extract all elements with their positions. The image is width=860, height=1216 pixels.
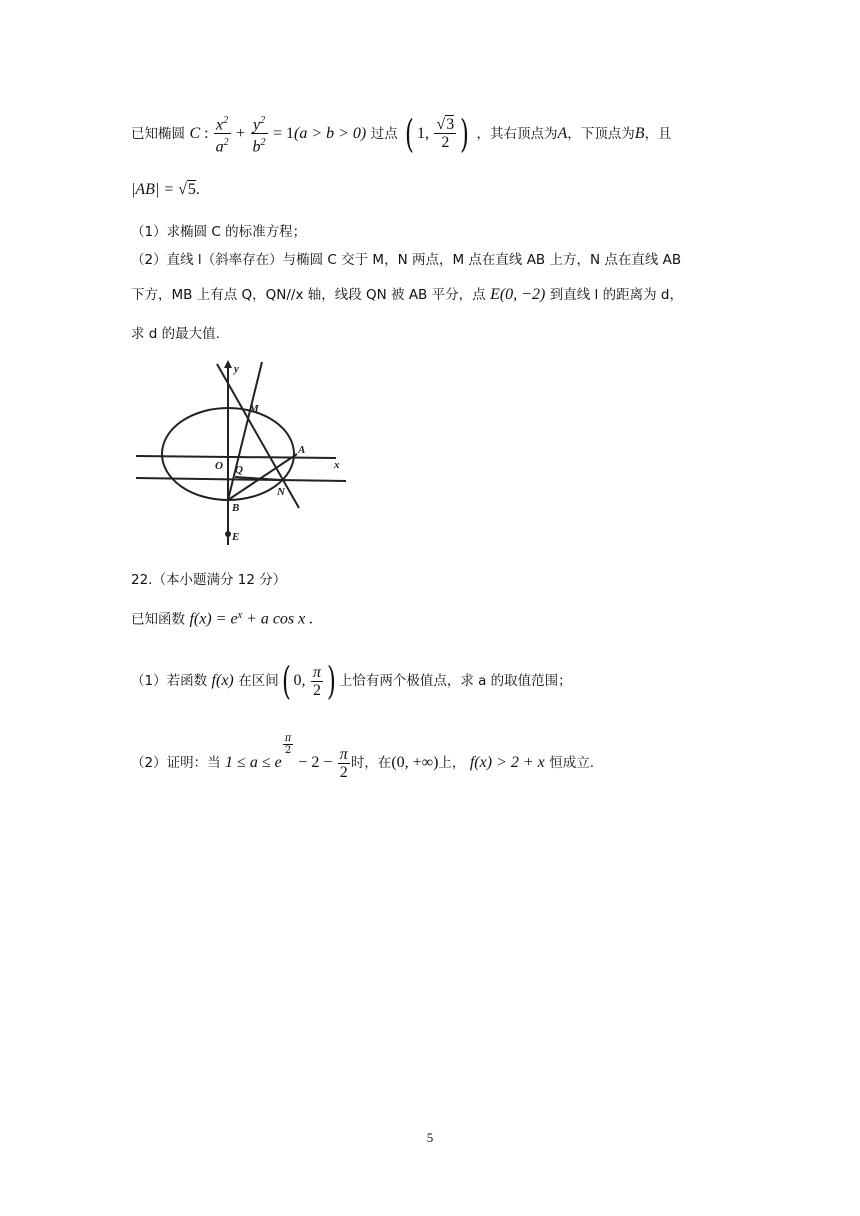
part1-prefix: （1）若函数 <box>131 673 208 689</box>
label-e: E <box>232 531 240 543</box>
ellipse-diagram <box>131 350 361 550</box>
label-b: B <box>232 502 240 514</box>
intro-text: 已知椭圆 <box>131 125 185 142</box>
problem22-part1: （1）若函数 f(x) 在区间( 0, $\frac{\pi}{2}$ ) 上恰有两个极值点，求 a 的取值范围； <box>131 659 572 703</box>
ab-value: 5 <box>187 181 196 198</box>
vertex-b: B <box>634 124 645 142</box>
interval-left: 0, <box>293 672 306 689</box>
part2-line2b: 到直线 l 的距离为 d， <box>549 287 683 303</box>
given-prefix: 已知函数 <box>131 611 185 628</box>
x-axis <box>136 456 336 458</box>
problem21-part2-line2 <box>131 285 683 305</box>
ab-end: . <box>195 181 200 198</box>
part2-end: 恒成立. <box>549 755 595 771</box>
label-o: O <box>215 460 223 472</box>
problem21-part1: （1）求椭圆 C 的标准方程； <box>131 224 307 240</box>
problem22-given <box>131 606 313 630</box>
point-e: E(0, −2) <box>490 286 546 303</box>
ab-equation: |AB| = <box>131 181 179 198</box>
domain-interval: (0, +∞) <box>391 754 439 771</box>
part2-mid: 时，在 <box>350 755 392 771</box>
problem21-part2-line1: （2）直线 l（斜率存在）与椭圆 C 交于 M，N 两点，M 点在直线 AB 上方，N 点在直线 AB <box>131 252 682 268</box>
problem22-part2 <box>131 733 594 781</box>
and-text: ，且 <box>644 125 672 142</box>
function-def: f(x) = e <box>189 610 238 628</box>
ellipse-figure <box>131 350 361 554</box>
line-through-b <box>136 478 346 481</box>
inequality-a: 1 ≤ a ≤ e <box>225 754 282 771</box>
passes-through-text: 过点 <box>370 125 398 142</box>
fraction-y2-b2: $\frac{y^2}{b^2}$ <box>251 112 268 156</box>
problem21-part2-line3: 求 d 的最大值. <box>131 326 220 342</box>
part1-suffix: 上恰有两个极值点，求 a 的取值范围； <box>338 673 572 689</box>
function-exponent: x <box>237 610 243 621</box>
fraction-x2-a2: $\frac{x^2}{a^2}$ <box>214 112 231 156</box>
part2-line2a: 下方，MB 上有点 Q，QN//x 轴，线段 QN 被 AB 平分，点 <box>131 287 486 303</box>
part2-on: 上， <box>438 755 466 771</box>
label-n: N <box>277 486 285 498</box>
part1-fx: f(x) <box>211 672 234 689</box>
function-rest: + a cos x . <box>242 610 314 628</box>
point-y-den: 2 <box>441 134 450 152</box>
point-x: 1, <box>416 124 429 142</box>
sqrt3-value: 3 <box>446 116 455 134</box>
part1-mid: 在区间 <box>238 673 279 689</box>
point-e-dot <box>225 531 231 537</box>
problem22-heading: 22.（本小题满分 12 分） <box>131 572 287 588</box>
label-m: M <box>249 403 259 415</box>
label-x: x <box>334 459 340 471</box>
label-a: A <box>298 444 306 456</box>
problem21-line2: |AB| = √5. <box>131 181 200 198</box>
lower-vertex-text: ，下顶点为 <box>567 125 635 142</box>
condition-text: (a > b > 0) <box>294 124 367 142</box>
vertex-a: A <box>557 124 568 142</box>
after-point-text: ，其右顶点为 <box>476 125 558 142</box>
claim-inequality: f(x) > 2 + x <box>469 754 545 771</box>
label-y: y <box>234 363 239 375</box>
inequality-rest: − 2 − <box>294 754 333 771</box>
part2-prefix: （2）证明：当 <box>131 755 221 771</box>
problem21-line1: 已知椭圆 C : $\frac{x^2}{a^2}$ + $\frac{y^2}{b^2}$ = 1(a > b > 0) 过点 ( 1, $\frac{√3}{2}$ ) ，其右顶点为A，下顶点为B，且 <box>131 111 672 156</box>
fraction-pi-2b: $\frac{\pi}{2}$ <box>339 745 348 781</box>
exponent-pi-2: $\frac{\pi}{2}$ <box>284 733 292 756</box>
y-axis-arrow <box>224 360 232 368</box>
page-number: 5 <box>426 1130 434 1145</box>
fraction-pi-2: $\frac{\pi}{2}$ <box>312 663 321 699</box>
ellipse-label: C <box>189 124 201 142</box>
fraction-sqrt3-2: $\frac{√3}{2}$ <box>436 116 455 152</box>
line-l <box>217 364 299 508</box>
label-q: Q <box>235 464 243 476</box>
